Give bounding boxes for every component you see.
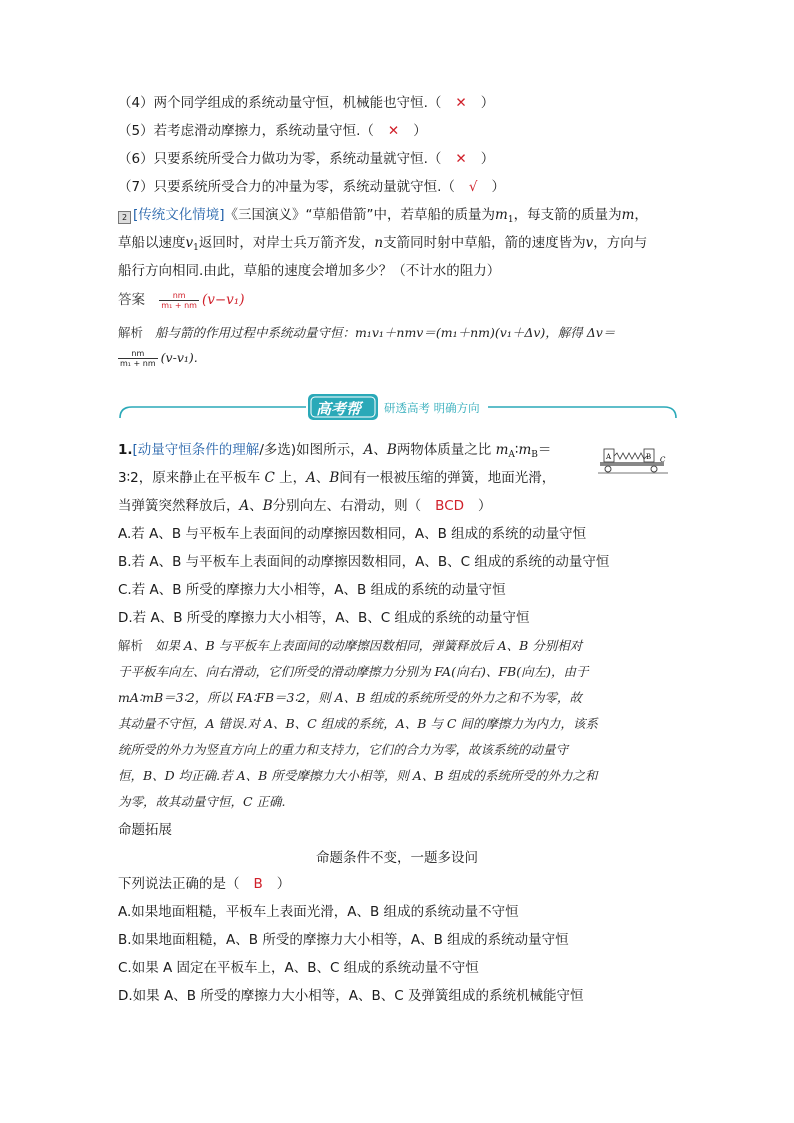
q1-analysis-line-7: 为零，故其动量守恒，C 正确.: [118, 794, 286, 809]
q1-option-b: B.若 A、B 与平板车上表面间的动摩擦因数相同，A、B、C 组成的系统的动量守恒: [118, 554, 610, 570]
judgment-7: [118, 177, 505, 197]
var-C: C: [260, 470, 280, 486]
judgment-text: （4）两个同学组成的系统动量守恒，机械能也守恒.（: [118, 95, 442, 111]
extension-option-b: B.如果地面粗糙，A、B 所受的摩擦力大小相等，A、B 组成的系统动量守恒: [118, 932, 569, 948]
q2-analysis-result: [118, 348, 198, 368]
q2-text: 支箭同时射中草船，箭的速度皆为: [383, 235, 586, 251]
q1-text: 上，: [279, 470, 307, 486]
judgment-text: （5）若考虑滑动摩擦力，系统动量守恒.（: [118, 123, 374, 139]
judgment-answer: ✕: [455, 151, 467, 167]
q2-line3: 船行方向相同.由此，草船的速度会增加多少？（不计水的阻力）: [118, 263, 501, 279]
q2-text: ，每支箭的质量为: [513, 207, 622, 223]
judgment-answer: √: [468, 179, 478, 195]
judgment-text: （7）只要系统所受合力的冲量为零，系统动量就守恒.（: [118, 179, 455, 195]
var-B: B: [329, 470, 340, 486]
var-AB: A: [306, 470, 316, 486]
judgment-close: ）: [491, 179, 505, 195]
q1-text: 3∶2，原来静止在平板车: [118, 470, 261, 486]
section-banner: [118, 390, 678, 422]
q1-analysis-line-6: 恒，B、D 均正确.若 A、B 所受摩擦力大小相等，则 A、B 组成的系统所受的外力之和: [118, 768, 598, 783]
answer-fraction: [159, 291, 199, 310]
analysis-tail: (v-v₁).: [160, 350, 198, 365]
q2-text: 草船以速度: [118, 235, 186, 251]
q2-text: 《三国演义》“草船借箭”中，若草船的质量为: [224, 207, 496, 223]
extension-question: [118, 874, 290, 894]
figure-label-a: A: [606, 453, 612, 461]
frac-den: m₁ + nm: [120, 358, 156, 368]
analysis-label: 解析: [118, 325, 144, 340]
var-A: A: [239, 498, 250, 514]
judgment-text: （6）只要系统所受合力做功为零，系统动量就守恒.（: [118, 151, 442, 167]
judgment-4: [118, 93, 494, 113]
analysis-text: 如果 A、B 与平板车上表面间的动摩擦因数相同，弹簧释放后 A、B 分别相对: [154, 638, 583, 653]
extension-option-c: C.如果 A 固定在平板车上，A、B、C 组成的系统动量不守恒: [118, 960, 479, 976]
var-m1: $m_1$: [495, 207, 514, 225]
analysis-fraction: [118, 349, 158, 368]
q1-answer: BCD: [435, 498, 465, 514]
q1-option-c: C.若 A、B 所受的摩擦力大小相等，A、B 组成的系统的动量守恒: [118, 582, 506, 598]
q1-tag: [动量守恒条件的理解: [132, 442, 260, 458]
answer-tail: (v−v₁): [201, 292, 245, 308]
var-v1: $v_1$: [185, 235, 199, 253]
judgment-answer: ✕: [455, 95, 467, 111]
judgment-answer: ✕: [387, 123, 400, 139]
q1-analysis-line-1: [118, 636, 582, 656]
judgment-6: [118, 149, 494, 169]
q1-analysis-line-3: mA∶mB＝3∶2，所以 FA∶FB＝3∶2，则 A、B 组成的系统所受的外力之和不为零，故: [118, 690, 582, 705]
q1-line2: 3∶2，原来静止在平板车 C 上，A、B间有一根被压缩的弹簧，地面光滑，: [118, 470, 556, 486]
q2-text: ，方向与: [593, 235, 648, 251]
q2-line1: 2 [传统文化情境]《三国演义》“草船借箭”中，若草船的质量为$m_1$，每支箭的质量为m，: [118, 205, 648, 230]
q2-tag: [传统文化情境]: [133, 207, 225, 223]
var-B: B: [262, 498, 273, 514]
var-v: v: [585, 235, 594, 251]
extension-question-text: 下列说法正确的是（: [118, 876, 240, 892]
q1-analysis-line-4: 其动量不守恒，A 错误.对 A、B、C 组成的系统，A、B 与 C 间的摩擦力为内力，该系: [118, 716, 598, 731]
q1-text: /多选)如图所示，: [259, 442, 364, 458]
q2-answer: [118, 290, 244, 310]
banner-subtitle: 研透高考 明确方向: [384, 401, 480, 415]
q1-line1: 1.[动量守恒条件的理解/多选)如图所示，A、B两物体质量之比 $m_A∶m_B=$: [118, 442, 552, 460]
q1-option-d: D.若 A、B 所受的摩擦力大小相等，A、B、C 组成的系统的动量守恒: [118, 610, 530, 626]
q2-analysis: [118, 323, 615, 343]
extension-close: ）: [276, 876, 291, 892]
analysis-equation: m₁v₁＋nmv＝(m₁＋nm)(v₁＋Δv)，解得 Δv＝: [354, 325, 616, 340]
frac-num: nm: [131, 348, 145, 358]
q1-close: ）: [478, 498, 492, 514]
cart-spring-figure: [598, 440, 670, 474]
var-mA: $m_A$: [495, 442, 515, 460]
judgment-5: [118, 121, 427, 141]
banner-title: 高考帮: [316, 400, 362, 418]
q1-text: 间有一根被压缩的弹簧，地面光滑，: [339, 470, 556, 486]
var-A: A: [363, 442, 374, 458]
extension-option-d: D.如果 A、B 所受的摩擦力大小相等，A、B、C 及弹簧组成的系统机械能守恒: [118, 988, 584, 1004]
judgment-close: ）: [480, 95, 495, 111]
figure-label-b: B: [646, 453, 652, 461]
q1-option-a: A.若 A、B 与平板车上表面间的动摩擦因数相同，A、B 组成的系统的动量守恒: [118, 526, 587, 542]
judgment-close: ）: [413, 123, 427, 139]
question-number-icon: 2: [118, 211, 131, 224]
q1-text: 两物体质量之比: [396, 442, 492, 458]
extension-title: 命题拓展: [118, 822, 172, 838]
extension-answer: B: [253, 876, 263, 892]
question-number: 1.: [118, 442, 133, 458]
extension-subtitle: 命题条件不变，一题多设问: [316, 850, 478, 866]
q1-text: 当弹簧突然释放后，: [118, 498, 240, 514]
var-B: B: [386, 442, 397, 458]
q2-line2: [118, 233, 647, 258]
judgment-close: ）: [480, 151, 495, 167]
frac-num: nm: [172, 290, 186, 300]
var-m: m: [621, 207, 635, 223]
frac-den: m₁ + nm: [161, 300, 197, 310]
extension-option-a: A.如果地面粗糙，平板车上表面光滑，A、B 组成的系统动量不守恒: [118, 904, 519, 920]
analysis-label: 解析: [118, 638, 144, 653]
q1-text: 分别向左、右滑动，则（: [272, 498, 422, 514]
var-n: n: [374, 235, 384, 251]
answer-label: 答案: [118, 292, 145, 308]
q1-analysis-line-2: 于平板车向左、向右滑动，它们所受的滑动摩擦力分别为 FA(向右)、FB(向左)，由于: [118, 664, 589, 679]
var-mB: $m_B$: [518, 442, 538, 460]
q2-text: 返回时，对岸士兵万箭齐发，: [198, 235, 375, 251]
q1-line3: 当弹簧突然释放后，A、B分别向左、右滑动，则（ BCD ）: [118, 498, 492, 514]
figure-label-c: C: [660, 456, 666, 464]
q1-analysis-line-5: 统所受的外力为竖直方向上的重力和支持力，它们的合力为零，故该系统的动量守: [118, 742, 569, 757]
analysis-text: 船与箭的作用过程中系统动量守恒：: [154, 325, 355, 340]
